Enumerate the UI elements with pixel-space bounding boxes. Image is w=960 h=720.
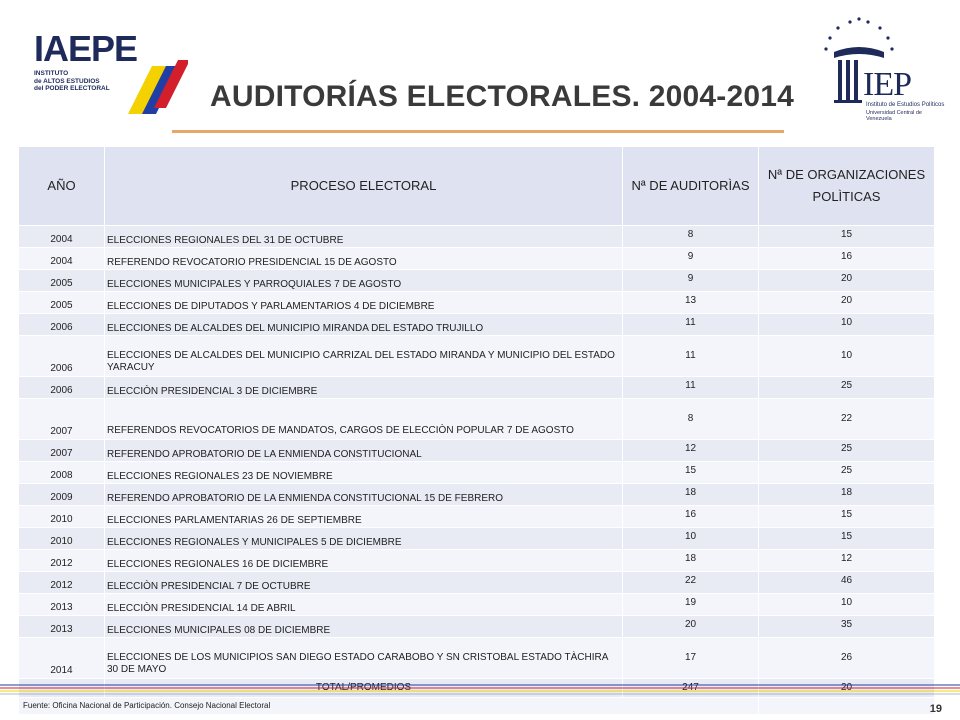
cell-process: ELECCIONES REGIONALES Y MUNICIPALES 5 DE DICIEMBRE bbox=[105, 528, 623, 550]
iaepe-logo bbox=[30, 28, 180, 100]
cell-process: ELECCIONES DE DIPUTADOS Y PARLAMENTARIOS 4 DE DICIEMBRE bbox=[105, 292, 623, 314]
cell-orgs: 35 bbox=[759, 616, 935, 638]
cell-audits: 11 bbox=[623, 377, 759, 399]
cell-orgs: 25 bbox=[759, 440, 935, 462]
table-row bbox=[19, 550, 935, 572]
iep-logo-line-1: Instituto de Estudios Políticos bbox=[866, 102, 945, 108]
table-row bbox=[19, 440, 935, 462]
cell-year: 2010 bbox=[19, 528, 105, 550]
cell-year: 2007 bbox=[19, 440, 105, 462]
cell-process: ELECCIÒN PRESIDENCIAL 14 DE ABRIL bbox=[105, 594, 623, 616]
cell-year: 2010 bbox=[19, 506, 105, 528]
cell-audits: 12 bbox=[623, 440, 759, 462]
cell-orgs: 15 bbox=[759, 226, 935, 248]
cell-orgs: 10 bbox=[759, 336, 935, 377]
cell-year: 2004 bbox=[19, 248, 105, 270]
header-audits: Nª DE AUDITORÌAS bbox=[623, 147, 759, 226]
cell-orgs: 46 bbox=[759, 572, 935, 594]
header-year: AÑO bbox=[19, 147, 105, 226]
cell-year: 2014 bbox=[19, 638, 105, 679]
cell-year: 2009 bbox=[19, 484, 105, 506]
iep-logo-word: IEP bbox=[863, 66, 911, 103]
cell-audits: 15 bbox=[623, 462, 759, 484]
flag-stripes-icon bbox=[118, 54, 188, 124]
cell-audits: 8 bbox=[623, 226, 759, 248]
cell-orgs: 16 bbox=[759, 248, 935, 270]
iaepe-logo-line-2: de ALTOS ESTUDIOS bbox=[34, 77, 100, 85]
cell-year: 2006 bbox=[19, 377, 105, 399]
table-row bbox=[19, 226, 935, 248]
cell-process: ELECCIONES REGIONALES 23 DE NOVIEMBRE bbox=[105, 462, 623, 484]
cell-process: ELECCIÒN PRESIDENCIAL 3 DE DICIEMBRE bbox=[105, 377, 623, 399]
cell-process: ELECCIONES DE LOS MUNICIPIOS SAN DIEGO ESTADO CARABOBO Y SN CRISTOBAL ESTADO TÀCHIRA 30 DE MAYO bbox=[105, 638, 623, 679]
total-audits: 247 bbox=[623, 679, 759, 698]
cell-year: 2005 bbox=[19, 270, 105, 292]
table-row bbox=[19, 638, 935, 679]
table-row bbox=[19, 484, 935, 506]
cell-orgs: 12 bbox=[759, 550, 935, 572]
table-body bbox=[19, 226, 935, 715]
cell-audits: 11 bbox=[623, 314, 759, 336]
cell-year: 2004 bbox=[19, 226, 105, 248]
total-orgs: 20 bbox=[759, 679, 935, 698]
iep-logo-line-2: Universidad Central de Venezuela bbox=[866, 110, 922, 122]
iaepe-logo-line-3: del PODER ELECTORAL bbox=[34, 85, 110, 92]
source-note: Fuente: Oficina Nacional de Participación. Consejo Nacional Electoral bbox=[19, 698, 759, 715]
table-row bbox=[19, 506, 935, 528]
iaepe-logo-subtitle bbox=[34, 70, 110, 93]
cell-audits: 9 bbox=[623, 248, 759, 270]
cell-year: 2007 bbox=[19, 399, 105, 440]
cell-process: ELECCIONES PARLAMENTARIAS 26 DE SEPTIEMBRE bbox=[105, 506, 623, 528]
table-row bbox=[19, 336, 935, 377]
cell-audits: 16 bbox=[623, 506, 759, 528]
table-row bbox=[19, 248, 935, 270]
table-row bbox=[19, 399, 935, 440]
cell-process: ELECCIÒN PRESIDENCIAL 7 DE OCTUBRE bbox=[105, 572, 623, 594]
cell-process: REFERENDO REVOCATORIO PRESIDENCIAL 15 DE AGOSTO bbox=[105, 248, 623, 270]
cell-orgs: 26 bbox=[759, 638, 935, 679]
header-process: PROCESO ELECTORAL bbox=[105, 147, 623, 226]
cell-orgs: 25 bbox=[759, 377, 935, 399]
cell-year: 2012 bbox=[19, 572, 105, 594]
cell-orgs: 15 bbox=[759, 528, 935, 550]
cell-orgs: 25 bbox=[759, 462, 935, 484]
cell-orgs: 20 bbox=[759, 270, 935, 292]
cell-audits: 17 bbox=[623, 638, 759, 679]
cell-audits: 22 bbox=[623, 572, 759, 594]
table-row bbox=[19, 270, 935, 292]
cell-process: ELECCIONES MUNICIPALES Y PARROQUIALES 7 DE AGOSTO bbox=[105, 270, 623, 292]
cell-process: ELECCIONES DE ALCALDES DEL MUNICIPIO CARRIZAL DEL ESTADO MIRANDA Y MUNICIPIO DEL ESTADO YARACUY bbox=[105, 336, 623, 377]
table-row bbox=[19, 572, 935, 594]
cell-orgs: 20 bbox=[759, 292, 935, 314]
cell-process: REFERENDOS REVOCATORIOS DE MANDATOS, CARGOS DE ELECCIÒN POPULAR 7 DE AGOSTO bbox=[105, 399, 623, 440]
cell-audits: 13 bbox=[623, 292, 759, 314]
cell-orgs: 15 bbox=[759, 506, 935, 528]
cell-audits: 19 bbox=[623, 594, 759, 616]
header-orgs: Nª DE ORGANIZACIONES POLÌTICAS bbox=[759, 147, 935, 226]
cell-year: 2008 bbox=[19, 462, 105, 484]
cell-audits: 20 bbox=[623, 616, 759, 638]
cell-year: 2006 bbox=[19, 336, 105, 377]
cell-audits: 8 bbox=[623, 399, 759, 440]
cell-orgs: 10 bbox=[759, 314, 935, 336]
table-row bbox=[19, 292, 935, 314]
page-number: 19 bbox=[929, 703, 942, 715]
cell-process: REFERENDO APROBATORIO DE LA ENMIENDA CONSTITUCIONAL 15 DE FEBRERO bbox=[105, 484, 623, 506]
table-row bbox=[19, 616, 935, 638]
cell-audits: 18 bbox=[623, 484, 759, 506]
total-label: TOTAL/PROMEDIOS bbox=[105, 679, 623, 698]
title-underline bbox=[172, 130, 784, 133]
cell-year: 2005 bbox=[19, 292, 105, 314]
cell-process: REFERENDO APROBATORIO DE LA ENMIENDA CONSTITUCIONAL bbox=[105, 440, 623, 462]
cell-orgs: 10 bbox=[759, 594, 935, 616]
table-row bbox=[19, 594, 935, 616]
iaepe-logo-line-1: INSTITUTO bbox=[34, 70, 69, 77]
table-header-row bbox=[19, 147, 935, 226]
table-row bbox=[19, 314, 935, 336]
cell-process: ELECCIONES REGIONALES 16 DE DICIEMBRE bbox=[105, 550, 623, 572]
table-row bbox=[19, 528, 935, 550]
table-row bbox=[19, 462, 935, 484]
cell-process: ELECCIONES REGIONALES DEL 31 DE OCTUBRE bbox=[105, 226, 623, 248]
cell-year: 2013 bbox=[19, 594, 105, 616]
cell-process: ELECCIONES MUNICIPALES 08 DE DICIEMBRE bbox=[105, 616, 623, 638]
cell-audits: 18 bbox=[623, 550, 759, 572]
cell-orgs: 18 bbox=[759, 484, 935, 506]
page-title: AUDITORÍAS ELECTORALES. 2004-2014 bbox=[210, 80, 794, 113]
cell-year: 2012 bbox=[19, 550, 105, 572]
cell-audits: 9 bbox=[623, 270, 759, 292]
cell-audits: 10 bbox=[623, 528, 759, 550]
table-row bbox=[19, 377, 935, 399]
iep-logo bbox=[808, 14, 948, 124]
cell-year: 2006 bbox=[19, 314, 105, 336]
audits-table bbox=[18, 146, 935, 715]
cell-year: 2013 bbox=[19, 616, 105, 638]
cell-process: ELECCIONES DE ALCALDES DEL MUNICIPIO MIRANDA DEL ESTADO TRUJILLO bbox=[105, 314, 623, 336]
iaepe-logo-word: IAEPE bbox=[34, 28, 138, 69]
footer-stripes bbox=[0, 683, 960, 701]
cell-audits: 11 bbox=[623, 336, 759, 377]
cell-orgs: 22 bbox=[759, 399, 935, 440]
